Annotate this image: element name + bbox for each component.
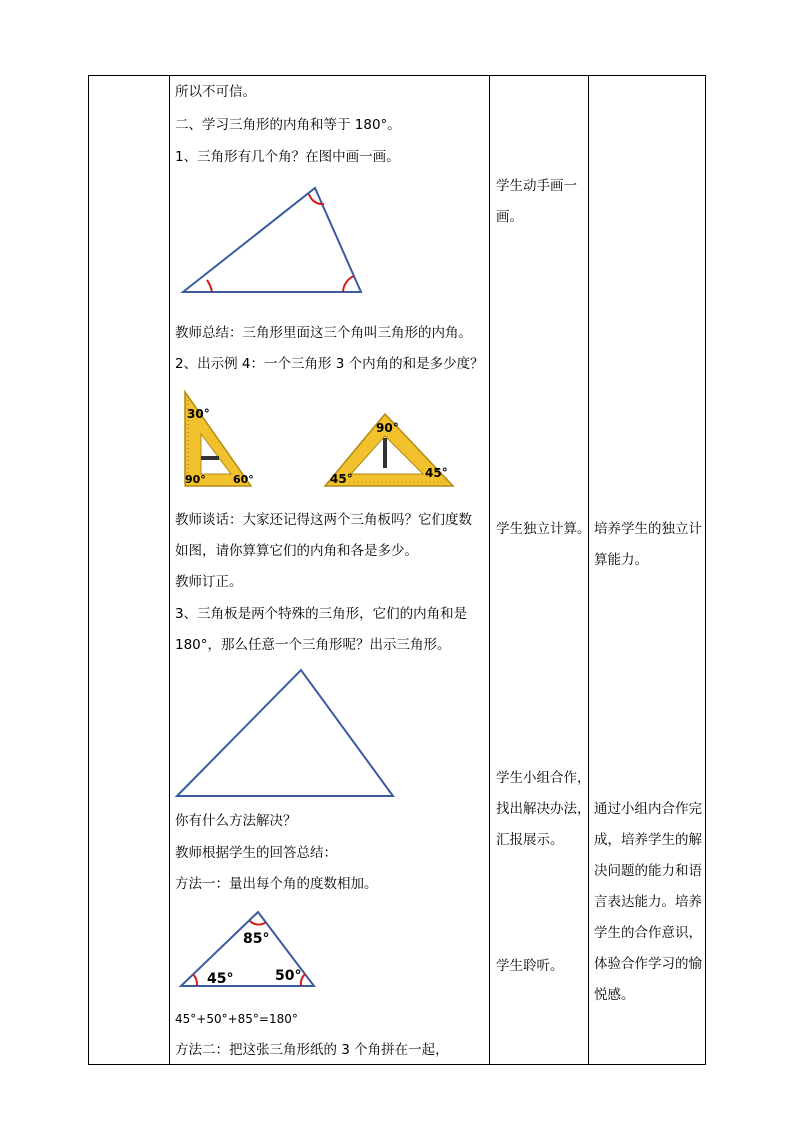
angle-label: 85° [243,931,270,947]
content-line: 3、三角板是两个特殊的三角形，它们的内角和是 [175,606,468,622]
angle-label: 30° [187,407,210,421]
section-heading: 二、学习三角形的内角和等于 180°。 [175,117,401,133]
student-activity-group: 学生小组合作，找出解决办法，汇报展示。 [496,770,591,848]
content-line: 教师谈话：大家还记得这两个三角板吗？它们度数 [175,512,472,528]
content-line: 你有什么方法解决？ [175,813,297,829]
student-activity-compute: 学生独立计算。 [496,521,591,537]
student-activity-listen: 学生聆听。 [496,958,564,974]
equation: 45°+50°+85°=180° [175,1012,298,1026]
angle-label: 50° [275,968,302,984]
content-line: 所以不可信。 [175,84,256,100]
lesson-table [88,75,706,1065]
student-activity-draw: 学生动手画一画。 [496,178,577,225]
content-line: 如图，请你算算它们的内角和各是多少。 [175,543,418,559]
purpose-compute: 培养学生的独立计算能力。 [594,521,702,568]
content-line: 2、出示例 4：一个三角形 3 个内角的和是多少度？ [175,356,484,372]
content-line: 教师总结：三角形里面这三个角叫三角形的内角。 [175,325,472,341]
angle-label: 45° [330,472,353,486]
angle-label: 90° [185,473,206,486]
angle-label: 90° [376,421,399,435]
angle-label: 45° [207,971,234,987]
content-line: 方法二：把这张三角形纸的 3 个角拼在一起， [175,1042,449,1058]
content-line: 180°，那么任意一个三角形呢？出示三角形。 [175,637,451,653]
content-line: 方法一：量出每个角的度数相加。 [175,876,378,892]
angle-label: 45° [425,466,448,480]
angle-label: 60° [233,473,254,486]
purpose-group: 通过小组内合作完成，培养学生的解决问题的能力和语言表达能力。培养学生的合作意识，体验合作学习的愉悦感。 [594,801,702,1003]
content-line: 1、三角形有几个角？在图中画一画。 [175,149,400,165]
content-line: 教师订正。 [175,574,243,590]
content-line: 教师根据学生的回答总结： [175,845,337,861]
